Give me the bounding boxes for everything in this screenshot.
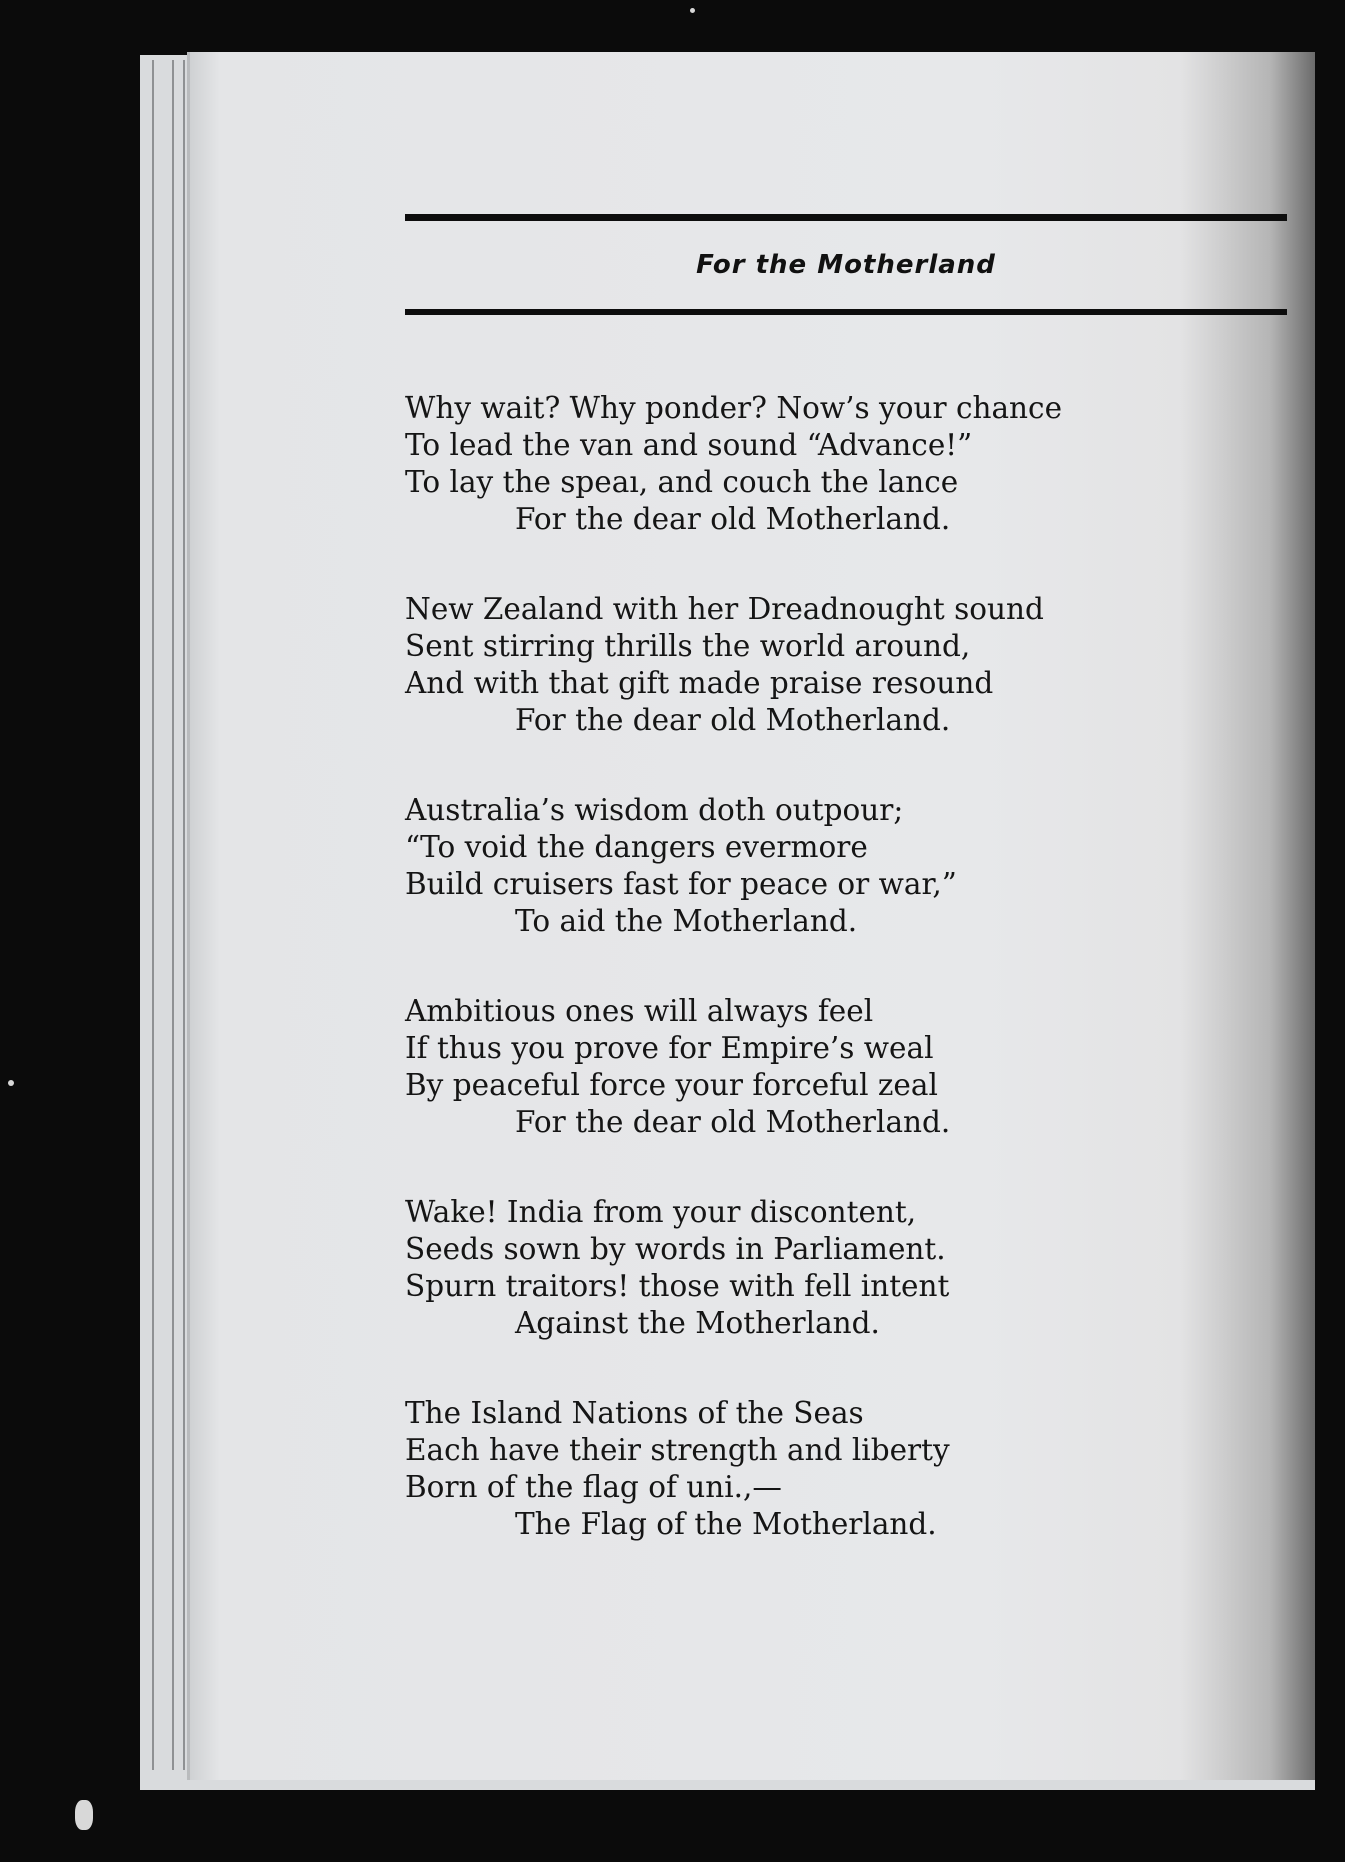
poem-refrain: For the dear old Motherland. bbox=[515, 1105, 951, 1139]
poem-refrain: For the dear old Motherland. bbox=[515, 703, 951, 737]
poem-line: Born of the flag of uni.,— bbox=[405, 1470, 782, 1504]
poem bbox=[405, 390, 1305, 1596]
poem-line: Seeds sown by words in Parliament. bbox=[405, 1232, 946, 1266]
poem-refrain: The Flag of the Motherland. bbox=[515, 1507, 937, 1541]
scan-speck bbox=[75, 1800, 93, 1830]
poem-line: “To void the dangers evermore bbox=[405, 830, 868, 864]
poem-line: Build cruisers fast for peace or war,” bbox=[405, 867, 957, 901]
stanza bbox=[405, 993, 1305, 1141]
poem-refrain: Against the Motherland. bbox=[515, 1306, 880, 1340]
poem-line: Wake! India from your discontent, bbox=[405, 1195, 917, 1229]
header-rule-top bbox=[405, 214, 1287, 221]
scan-speck bbox=[690, 8, 695, 13]
poem-line: If thus you prove for Empire’s weal bbox=[405, 1031, 934, 1065]
stanza bbox=[405, 1194, 1305, 1342]
poem-line: By peaceful force your forceful zeal bbox=[405, 1068, 938, 1102]
page-edge-line bbox=[172, 60, 174, 1770]
stanza bbox=[405, 390, 1305, 538]
poem-line: And with that gift made praise resound bbox=[405, 666, 994, 700]
poem-line: New Zealand with her Dreadnought sound bbox=[405, 592, 1044, 626]
poem-line: Ambitious ones will always feel bbox=[405, 994, 874, 1028]
stanza bbox=[405, 1395, 1305, 1543]
poem-line: Australia’s wisdom doth outpour; bbox=[405, 793, 904, 827]
poem-line: Spurn traitors! those with fell intent bbox=[405, 1269, 950, 1303]
page-edge-line bbox=[152, 60, 154, 1770]
poem-line: Sent stirring thrills the world around, bbox=[405, 629, 971, 663]
header-rule-bottom bbox=[405, 309, 1287, 315]
poem-line: To lead the van and sound “Advance!” bbox=[405, 428, 973, 462]
poem-line: Each have their strength and liberty bbox=[405, 1433, 950, 1467]
poem-refrain: For the dear old Motherland. bbox=[515, 502, 951, 536]
page-edge-line bbox=[183, 60, 185, 1770]
poem-refrain: To aid the Motherland. bbox=[515, 904, 858, 938]
poem-line: The Island Nations of the Seas bbox=[405, 1396, 864, 1430]
stanza bbox=[405, 792, 1305, 940]
stanza bbox=[405, 591, 1305, 739]
scan-speck bbox=[8, 1080, 14, 1086]
poem-line: Why wait? Why ponder? Now’s your chance bbox=[405, 391, 1063, 425]
poem-line: To lay the speaı, and couch the lance bbox=[405, 465, 959, 499]
running-head: For the Motherland bbox=[696, 250, 996, 280]
